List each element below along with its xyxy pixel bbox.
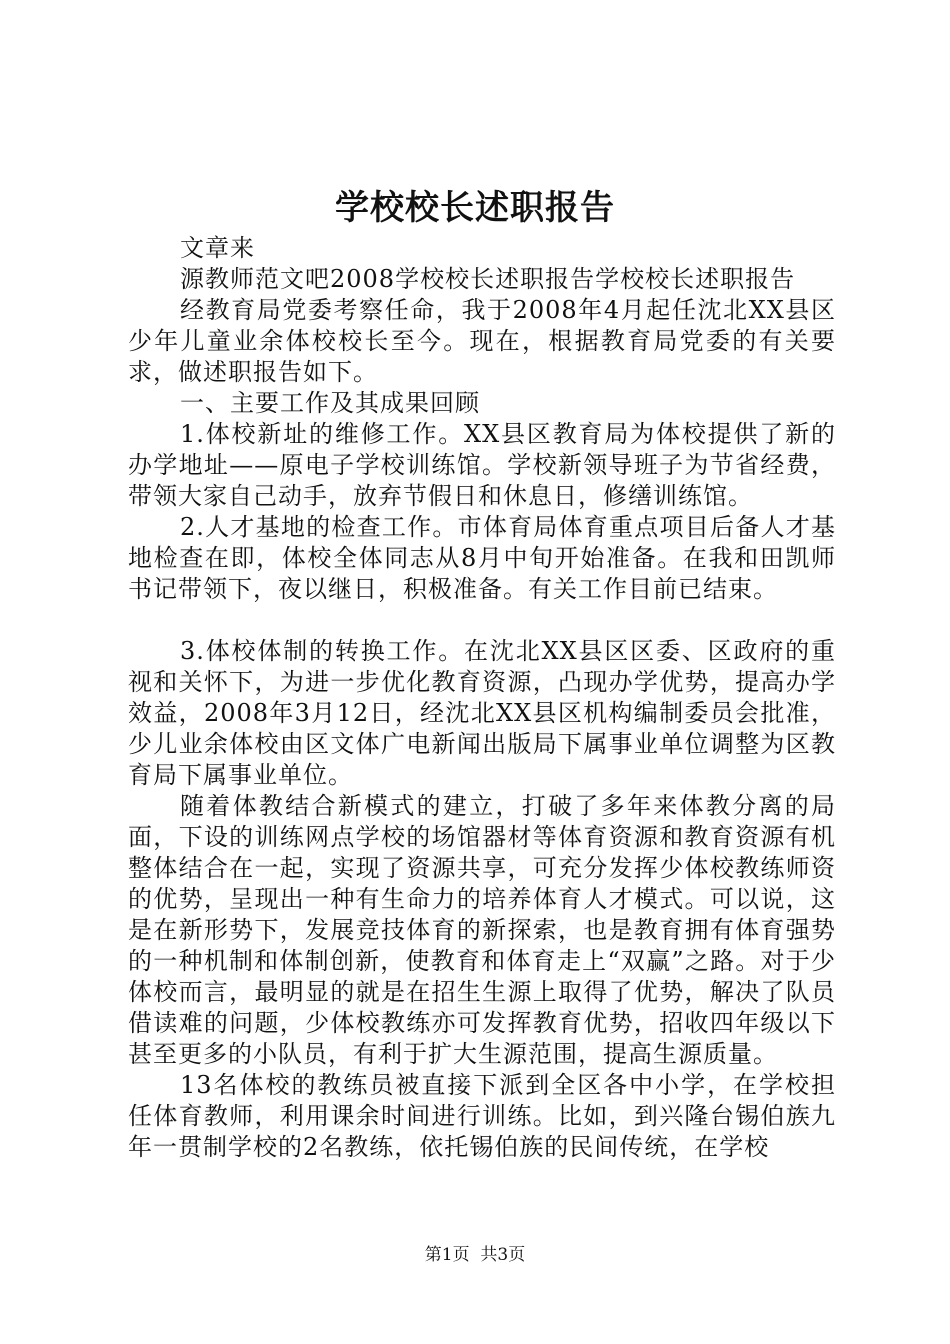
page-number: 第1页 — [424, 1245, 470, 1265]
section-heading: 一、主要工作及其成果回顾 — [180, 389, 480, 417]
page-footer — [0, 1242, 950, 1268]
paragraph: 3.体校体制的转换工作。在沈北XX县区区委、区政府的重视和关怀下，为进一步优化教育资源，凸现办学优势，提高办学效益，2008年3月12日，经沈北XX县区机构编制委员会批准，少儿业余体校由区文体广电新闻出版局下属事业单位调整为区教育局下属事业单位。 — [128, 637, 836, 789]
paragraph: 1.体校新址的维修工作。XX县区教育局为体校提供了新的办学地址——原电子学校训练馆。学校新领导班子为节省经费，带领大家自己动手，放弃节假日和休息日，修缮训练馆。 — [128, 420, 836, 510]
document-title: 学校校长述职报告 — [335, 188, 615, 228]
paragraph: 随着体教结合新模式的建立，打破了多年来体教分离的局面，下设的训练网点学校的场馆器材等体育资源和教育资源有机整体结合在一起，实现了资源共享，可充分发挥少体校教练师资的优势，呈现出一种有生命力的培养体育人才模式。可以说，这是在新形势下，发展竞技体育的新探索，也是教育拥有体育强势的一种机制和体制创新，使教育和体育走上“双赢”之路。对于少体校而言，最明显的就是在招生生源上取得了优势，解决了队员借读难的问题，少体校教练亦可发挥教育优势，招收四年级以下甚至更多的小队员，有利于扩大生源范围，提高生源质量。 — [128, 792, 836, 1068]
document-body — [128, 233, 836, 1163]
paragraph: 源教师范文吧2008学校校长述职报告学校校长述职报告 — [180, 265, 796, 293]
paragraph: 2.人才基地的检查工作。市体育局体育重点项目后备人才基地检查在即，体校全体同志从8月中旬开始准备。在我和田凯师书记带领下，夜以继日，积极准备。有关工作目前已结束。 — [128, 513, 836, 603]
footer-separator — [470, 1245, 481, 1265]
paragraph: 13名体校的教练员被直接下派到全区各中小学，在学校担任体育教师，利用课余时间进行训练。比如，到兴隆台锡伯族九年一贯制学校的2名教练，依托锡伯族的民间传统，在学校 — [128, 1071, 836, 1161]
paragraph: 经教育局党委考察任命，我于2008年4月起任沈北XX县区少年儿童业余体校校长至今。现在，根据教育局党委的有关要求，做述职报告如下。 — [128, 296, 836, 386]
page-total: 共3页 — [480, 1245, 526, 1265]
paragraph: 文章来 — [180, 234, 255, 262]
